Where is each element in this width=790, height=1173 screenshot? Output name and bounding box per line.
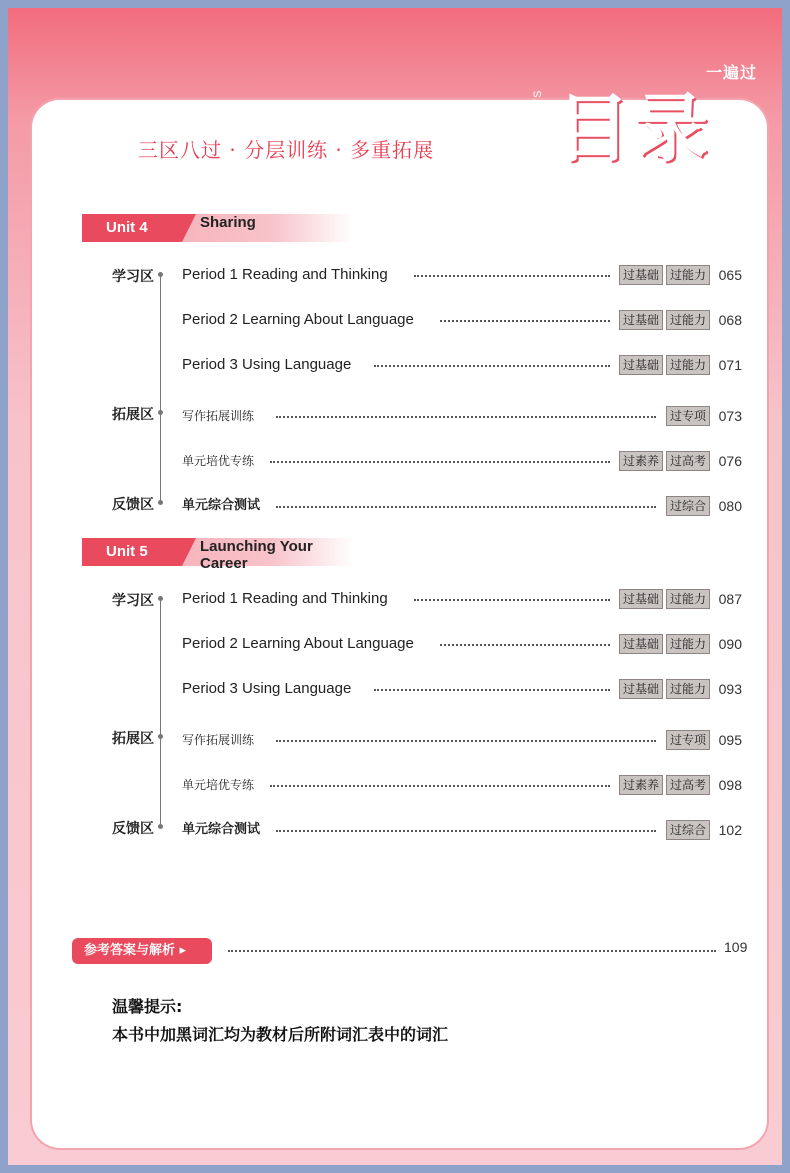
page-number: 093 (718, 681, 742, 697)
page-subtitle: 三区八过 · 分层训练 · 多重拓展 (138, 138, 435, 162)
tag-badge: 过素养 (619, 775, 663, 795)
entry-title: 写作拓展训练 (182, 733, 255, 747)
page-number: 068 (718, 312, 742, 328)
zone-extend: 拓展区 (112, 731, 154, 747)
page-number: 090 (718, 636, 742, 652)
dot-leader (414, 599, 610, 601)
tag-badge: 过专项 (666, 406, 710, 426)
tag-badge: 过能力 (666, 679, 710, 699)
page-number: 073 (718, 408, 742, 424)
dot-leader (270, 461, 610, 463)
unit-name: Sharing (200, 214, 256, 231)
dot-leader (374, 689, 610, 691)
zone-dot (158, 734, 163, 739)
dot-leader (440, 320, 610, 322)
page-number: 076 (718, 453, 742, 469)
unit-name: Launching Your Career (200, 538, 313, 572)
page-number: 065 (718, 267, 742, 283)
entry-title: 单元培优专练 (182, 778, 255, 792)
brand-tag: 一遍过 (706, 63, 758, 82)
entry-title: Period 1 Reading and Thinking (182, 266, 388, 283)
tag-badge: 过高考 (666, 451, 710, 471)
toc-entry[interactable] (182, 265, 742, 285)
contents-en-label: CONTENTS (532, 89, 544, 158)
page-number: 080 (718, 498, 742, 514)
toc-entry[interactable] (182, 406, 742, 426)
dot-leader (440, 644, 610, 646)
entry-title: 单元综合测试 (182, 498, 261, 513)
toc-entry[interactable] (182, 310, 742, 330)
dot-leader (276, 740, 656, 742)
dot-leader (276, 830, 656, 832)
page-number: 098 (718, 777, 742, 793)
dot-leader (276, 416, 656, 418)
toc-entry[interactable] (182, 820, 742, 840)
zone-dot (158, 410, 163, 415)
tip-title: 温馨提示: (112, 997, 183, 1016)
tag-badge: 过专项 (666, 730, 710, 750)
entry-title: 单元培优专练 (182, 454, 255, 468)
tag-badge: 过能力 (666, 265, 710, 285)
dot-leader (270, 785, 610, 787)
dot-leader (276, 506, 656, 508)
answers-button[interactable]: 参考答案与解析 ▸ (72, 938, 212, 964)
unit-label: Unit 5 (82, 538, 182, 566)
page-number: 102 (718, 822, 742, 838)
zone-line (160, 274, 161, 500)
toc-entry[interactable] (182, 451, 742, 471)
zone-extend: 拓展区 (112, 407, 154, 423)
tag-badge: 过综合 (666, 820, 710, 840)
tag-badge: 过能力 (666, 310, 710, 330)
entry-title: 单元综合测试 (182, 822, 261, 837)
toc-entry[interactable] (182, 589, 742, 609)
toc-entry[interactable] (182, 775, 742, 795)
toc-entry[interactable] (182, 355, 742, 375)
tag-badge: 过基础 (619, 634, 663, 654)
page-title: 目录 (556, 86, 712, 172)
unit-header (82, 538, 354, 572)
zone-dot (158, 272, 163, 277)
book-page (8, 8, 782, 1165)
toc-entry[interactable] (182, 634, 742, 654)
zone-dot (158, 824, 163, 829)
toc-entry[interactable] (182, 496, 742, 516)
entry-title: Period 3 Using Language (182, 680, 352, 697)
tip-body: 本书中加黑词汇均为教材后所附词汇表中的词汇 (112, 1025, 449, 1044)
page-number: 109 (724, 939, 748, 955)
unit-label: Unit 4 (82, 214, 182, 242)
tag-badge: 过素养 (619, 451, 663, 471)
contents-card (32, 100, 767, 1148)
entry-title: Period 2 Learning About Language (182, 635, 414, 652)
entry-title: Period 1 Reading and Thinking (182, 590, 388, 607)
zone-learn: 学习区 (112, 593, 154, 609)
dot-leader (228, 950, 716, 952)
entry-title: Period 2 Learning About Language (182, 311, 414, 328)
unit-header (82, 214, 354, 242)
tag-badge: 过综合 (666, 496, 710, 516)
toc-entry[interactable] (182, 730, 742, 750)
entry-title: Period 3 Using Language (182, 356, 352, 373)
tag-badge: 过基础 (619, 589, 663, 609)
zone-dot (158, 500, 163, 505)
entry-title: 写作拓展训练 (182, 409, 255, 423)
tag-badge: 过高考 (666, 775, 710, 795)
tag-badge: 过能力 (666, 634, 710, 654)
zone-line (160, 598, 161, 824)
tag-badge: 过能力 (666, 355, 710, 375)
dot-leader (374, 365, 610, 367)
zone-feedback: 反馈区 (112, 821, 154, 837)
page-number: 087 (718, 591, 742, 607)
page-number: 071 (718, 357, 742, 373)
dot-leader (414, 275, 610, 277)
zone-feedback: 反馈区 (112, 497, 154, 513)
tag-badge: 过基础 (619, 265, 663, 285)
page-number: 095 (718, 732, 742, 748)
zone-dot (158, 596, 163, 601)
zone-learn: 学习区 (112, 269, 154, 285)
toc-entry[interactable] (182, 679, 742, 699)
tag-badge: 过能力 (666, 589, 710, 609)
tag-badge: 过基础 (619, 310, 663, 330)
tag-badge: 过基础 (619, 355, 663, 375)
tag-badge: 过基础 (619, 679, 663, 699)
